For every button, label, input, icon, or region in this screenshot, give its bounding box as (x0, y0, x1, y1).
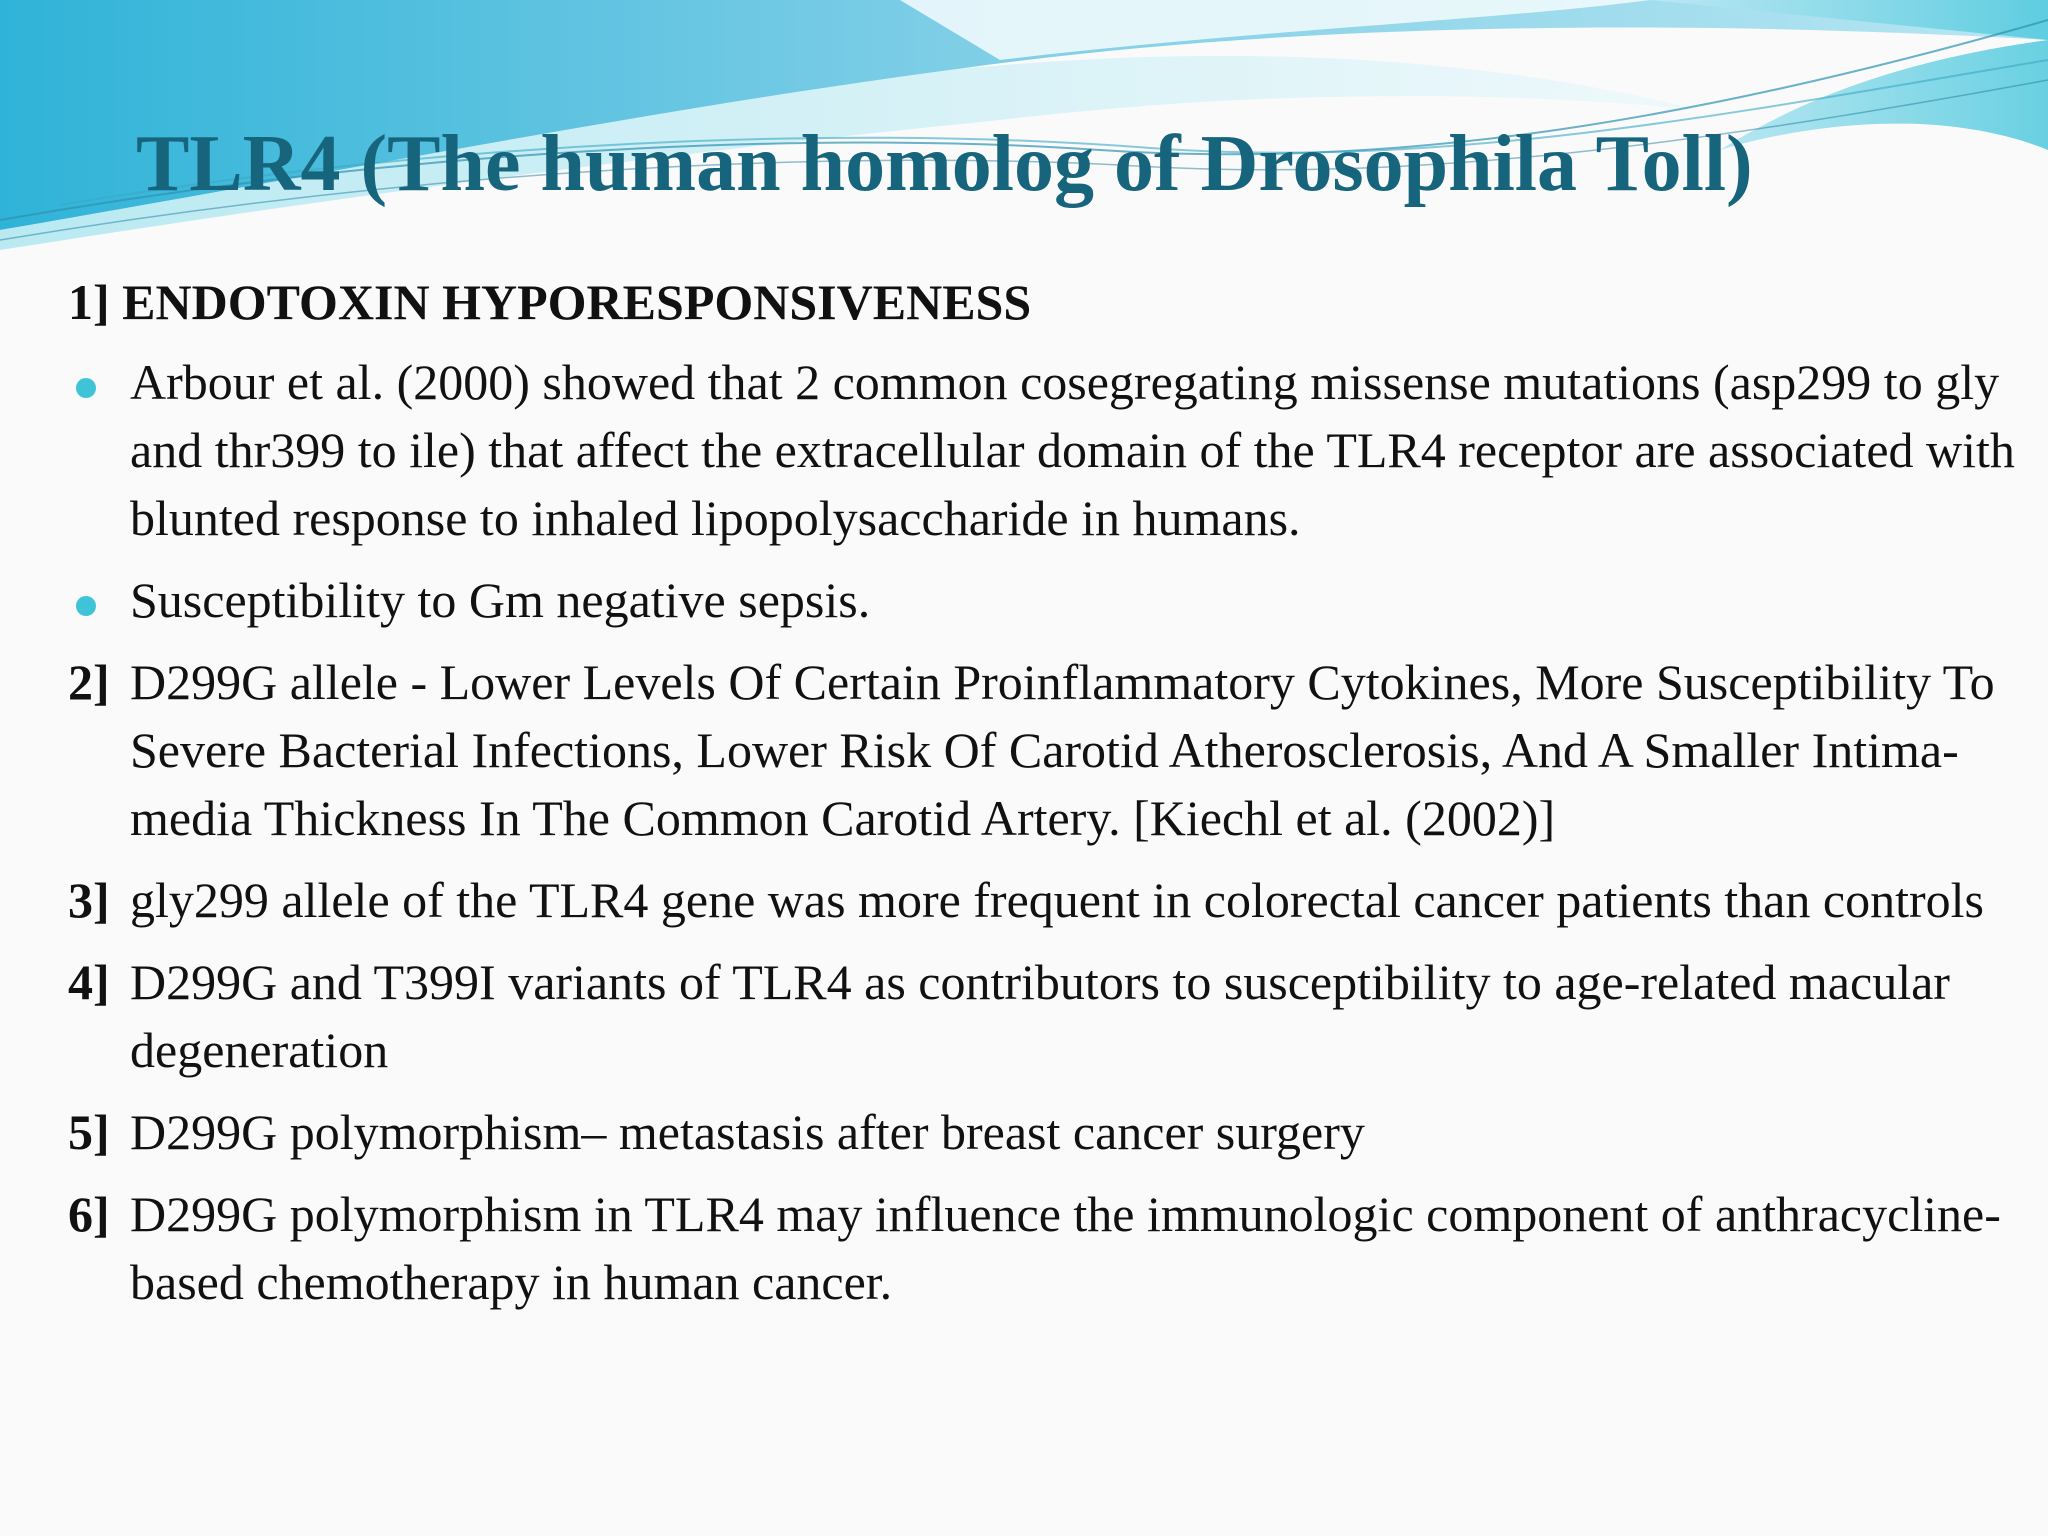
item-text: D299G and T399I variants of TLR4 as contributors to susceptibility to age-related macular degeneration (130, 954, 1950, 1078)
bullet-text: Arbour et al. (2000) showed that 2 common cosegregating missense mutations (asp299 to gly and thr399 to ile) that affect the extracellular domain of the TLR4 receptor are associated with blunted response to inhaled lipopolysaccharide in humans. (130, 354, 2015, 546)
numbered-item (68, 948, 2028, 1084)
bullet-dot-icon (76, 596, 96, 616)
numbered-item (68, 1098, 2028, 1166)
numbered-item (68, 1180, 2028, 1316)
slide-title: TLR4 (The human homolog of Drosophila Toll) (136, 120, 1753, 208)
item-number: 3] (68, 872, 110, 928)
numbered-item (68, 648, 2028, 852)
numbered-item (68, 866, 2028, 934)
bullet-item (68, 348, 2028, 552)
item-number: 4] (68, 954, 110, 1010)
bullet-item (68, 566, 2028, 634)
item-number: 5] (68, 1104, 110, 1160)
section-heading: 1] ENDOTOXIN HYPORESPONSIVENESS (68, 274, 1032, 330)
bullet-dot-icon (76, 378, 96, 398)
item-text: D299G allele - Lower Levels Of Certain Proinflammatory Cytokines, More Susceptibility To Severe Bacterial Infections, Lower Risk Of Carotid Atherosclerosis, And A Smaller Intima-media Thickness In The Common Carotid Artery. [Kiechl et al. (2002)] (130, 654, 1995, 846)
bullet-text: Susceptibility to Gm negative sepsis. (130, 572, 871, 628)
slide-content (68, 268, 2028, 1330)
item-text: D299G polymorphism– metastasis after breast cancer surgery (130, 1104, 1365, 1160)
item-text: gly299 allele of the TLR4 gene was more frequent in colorectal cancer patients than controls (130, 872, 1984, 928)
item-text: D299G polymorphism in TLR4 may influence the immunologic component of anthracycline-based chemotherapy in human cancer. (130, 1186, 2001, 1310)
item-number: 2] (68, 654, 110, 710)
item-number: 6] (68, 1186, 110, 1242)
